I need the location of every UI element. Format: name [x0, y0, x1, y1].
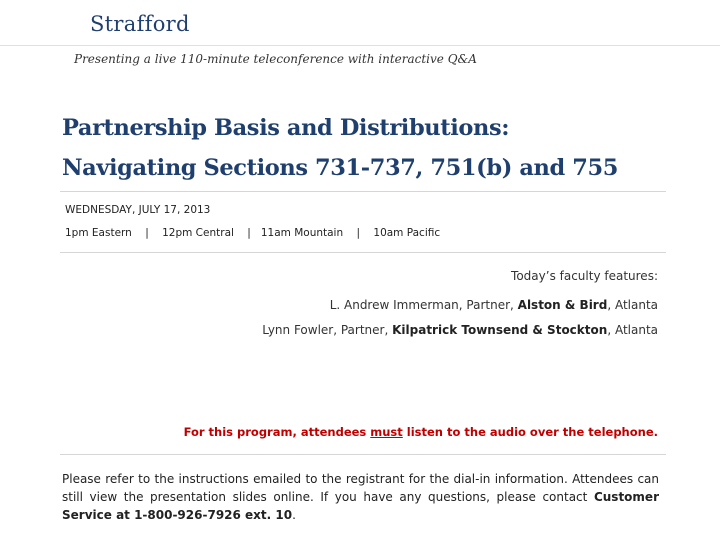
speaker-firm: Kilpatrick Townsend & Stockton: [392, 323, 608, 337]
title-divider: [60, 191, 666, 192]
speaker-city: , Atlanta: [607, 323, 658, 337]
time-pacific: 10am Pacific: [373, 227, 441, 239]
notice-text: listen to the audio over the telephone.: [402, 425, 658, 439]
event-times: [65, 227, 440, 239]
time-central: 12pm Central: [162, 227, 234, 239]
presentation-title: [62, 108, 702, 188]
speaker-name-role: L. Andrew Immerman, Partner,: [329, 298, 518, 312]
strafford-logo: Strafford: [90, 12, 190, 36]
time-separator: |: [247, 227, 251, 239]
instructions-text: Please refer to the instructions emailed to the registrant for the dial-in information. Attendees can still view the presentation slides online. If you have any questions, please contact: [62, 472, 659, 504]
event-date: WEDNESDAY, JULY 17, 2013: [65, 204, 211, 216]
time-separator: |: [356, 227, 361, 239]
time-mountain: 11am Mountain: [260, 227, 344, 239]
time-separator: |: [145, 227, 149, 239]
speaker-2: [262, 323, 658, 337]
title-line-1: Partnership Basis and Distributions:: [62, 115, 510, 141]
notice-divider: [60, 454, 666, 455]
speaker-name-role: Lynn Fowler, Partner,: [262, 323, 393, 337]
speaker-firm: Alston & Bird: [517, 298, 608, 312]
speaker-city: , Atlanta: [607, 298, 658, 312]
title-line-2: Navigating Sections 731-737, 751(b) and 755: [62, 155, 619, 181]
tagline: Presenting a live 110-minute teleconference with interactive Q&A: [74, 52, 477, 66]
notice-text: For this program, attendees: [183, 425, 371, 439]
notice-emphasis: must: [370, 425, 403, 439]
faculty-heading: Today’s faculty features:: [511, 269, 658, 283]
header-divider: [0, 45, 720, 46]
schedule-divider: [60, 252, 666, 253]
instructions-end: .: [292, 508, 296, 522]
time-eastern: 1pm Eastern: [65, 227, 132, 239]
customer-service-contact: Customer Service at 1-800-926-7926 ext. 10: [62, 490, 659, 522]
speaker-1: [330, 298, 658, 312]
dial-in-instructions: [62, 470, 659, 524]
audio-notice: [184, 425, 658, 439]
